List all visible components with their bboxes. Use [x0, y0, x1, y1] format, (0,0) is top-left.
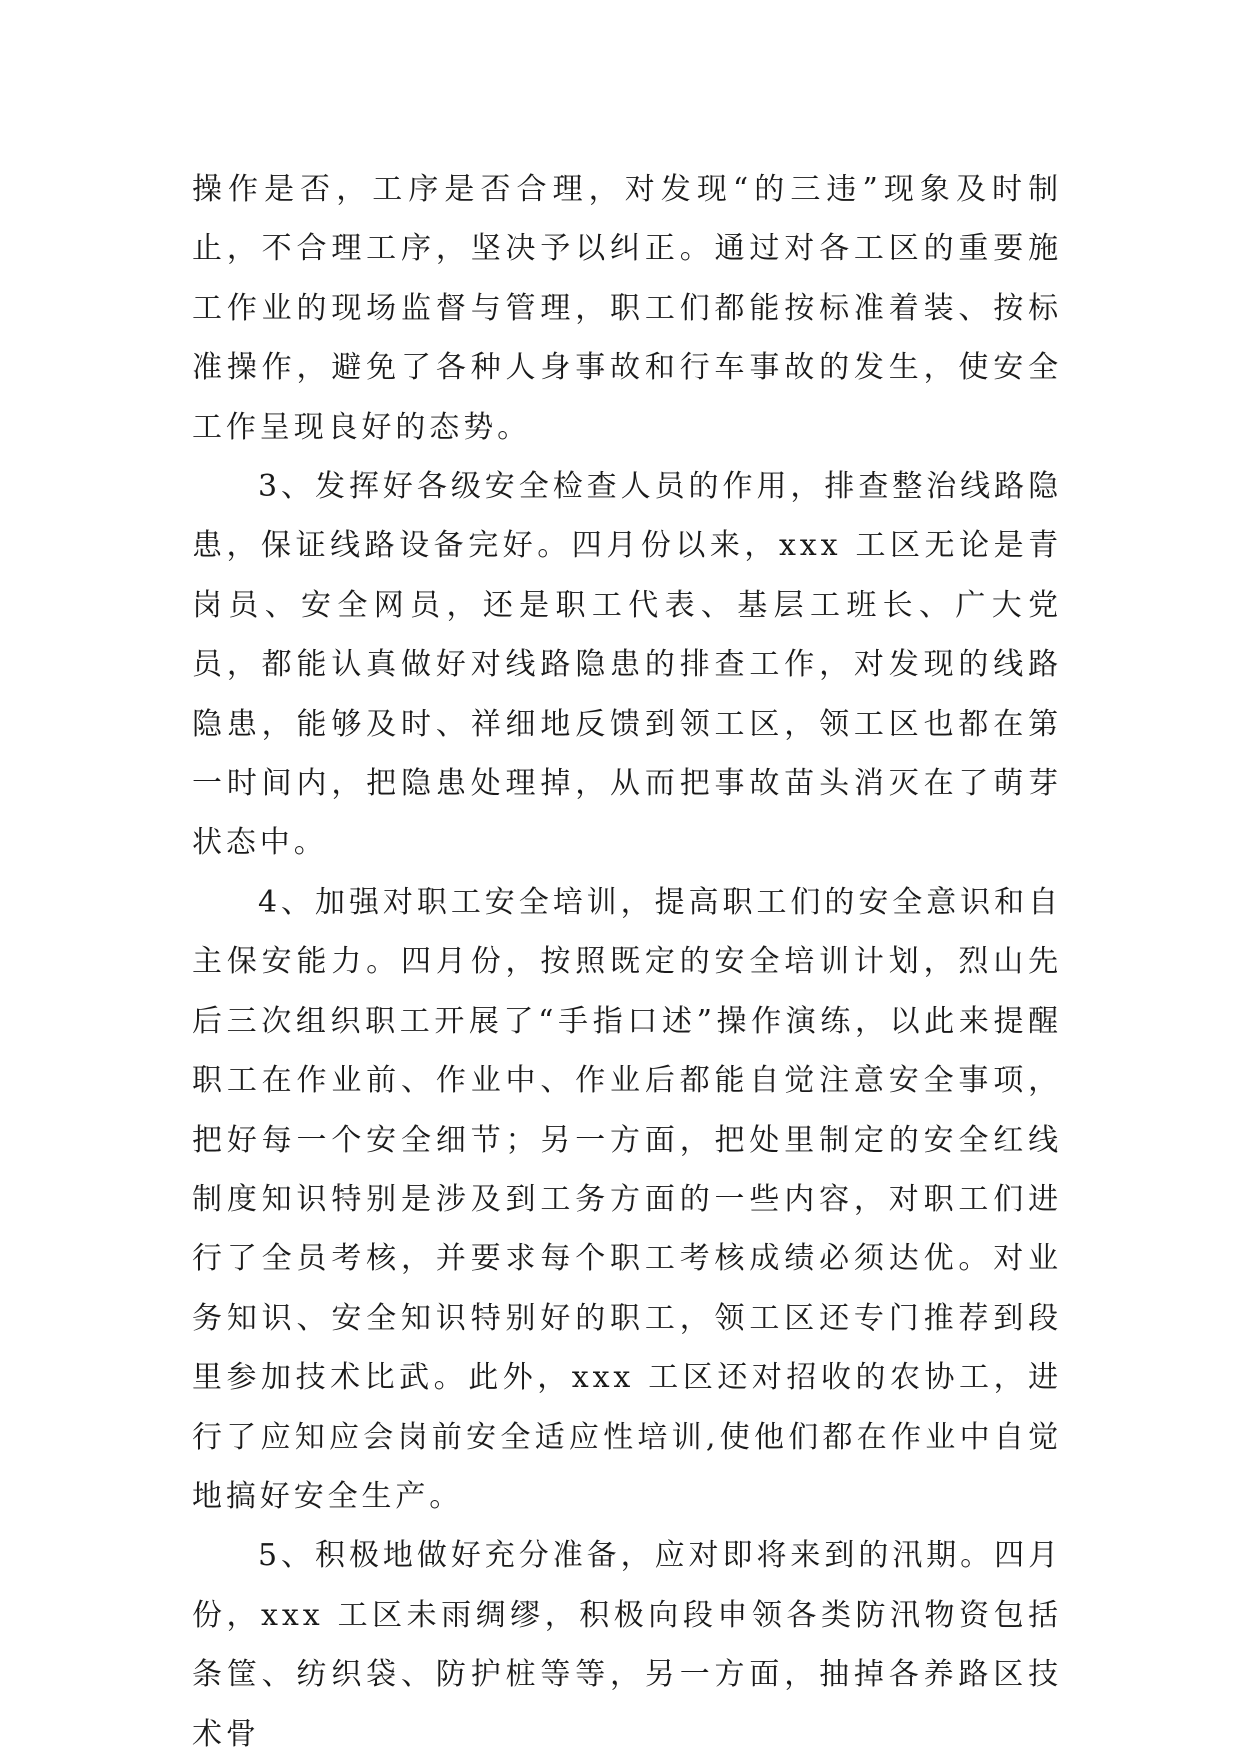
- document-body: [192, 160, 1062, 1764]
- paragraph-item-5: 5、积极地做好充分准备，应对即将来到的汛期。四月份，xxx 工区未雨绸缪，积极向段申领各类防汛物资包括条筐、纺织袋、防护桩等等，另一方面，抽掉各养路区技术骨: [192, 1538, 1062, 1752]
- paragraph-item-3: 3、发挥好各级安全检查人员的作用，排查整治线路隐患，保证线路设备完好。四月份以来，xxx 工区无论是青岗员、安全网员，还是职工代表、基层工班长、广大党员，都能认真做好对线路隐患的排查工作，对发现的线路隐患，能够及时、祥细地反馈到领工区，领工区也都在第一时间内，把隐患处理掉，从而把事故苗头消灭在了萌芽状态中。: [192, 469, 1062, 861]
- paragraph-continuation: 操作是否，工序是否合理，对发现“的三违”现象及时制止，不合理工序，坚决予以纠正。通过对各工区的重要施工作业的现场监督与管理，职工们都能按标准着装、按标准操作，避免了各种人身事故和行车事故的发生，使安全工作呈现良好的态势。: [192, 172, 1062, 445]
- paragraph-item-4: 4、加强对职工安全培训，提高职工们的安全意识和自主保安能力。四月份，按照既定的安全培训计划，烈山先后三次组织职工开展了“手指口述”操作演练，以此来提醒职工在作业前、作业中、作业后都能自觉注意安全事项，把好每一个安全细节；另一方面，把处里制定的安全红线制度知识特别是涉及到工务方面的一些内容，对职工们进行了全员考核，并要求每个职工考核成绩必须达优。对业务知识、安全知识特别好的职工，领工区还专门推荐到段里参加技术比武。此外，xxx 工区还对招收的农协工，进行了应知应会岗前安全适应性培训,使他们都在作业中自觉地搞好安全生产。: [192, 884, 1062, 1514]
